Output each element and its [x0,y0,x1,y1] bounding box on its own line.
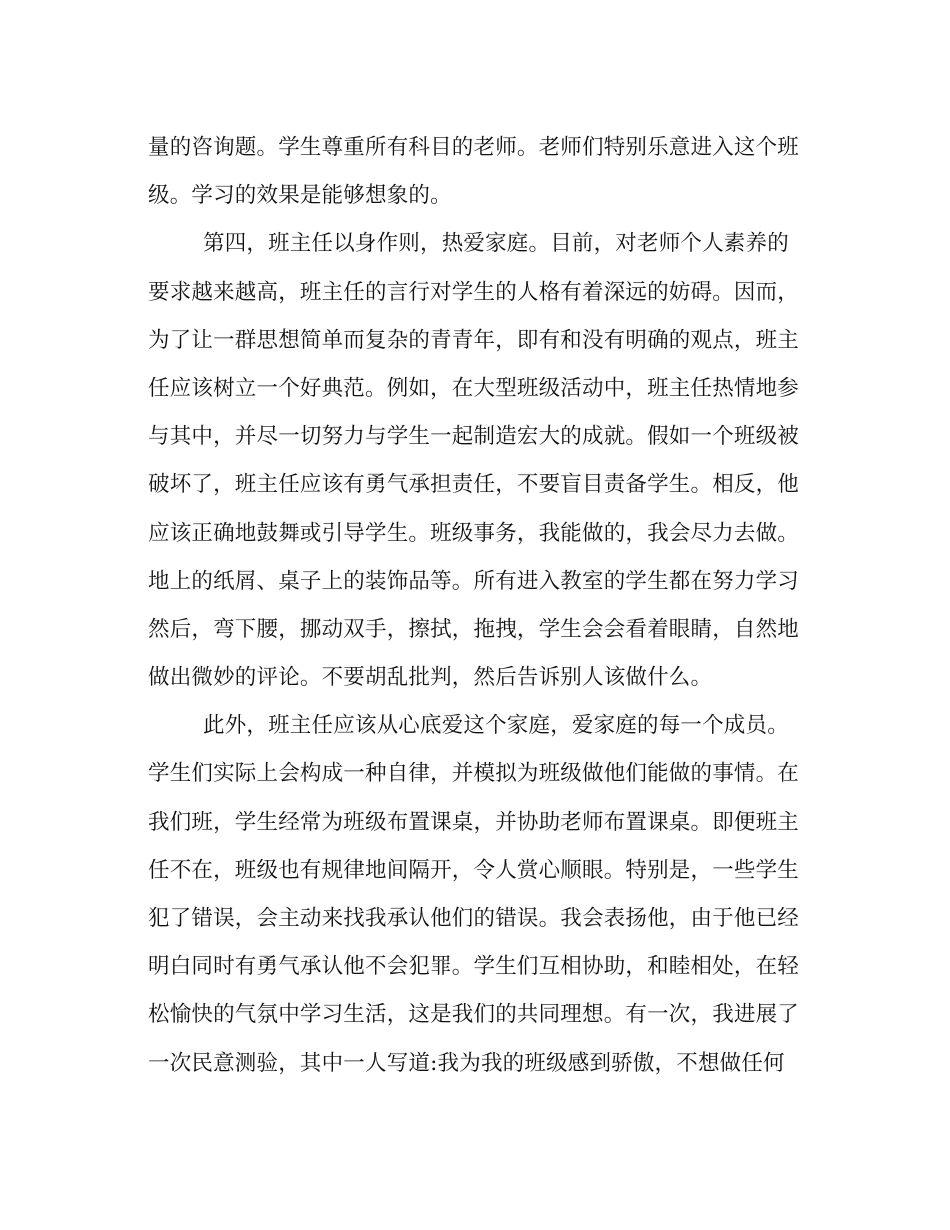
paragraph-start-line: 第四，班主任以身作则，热爱家庭。目前，对老师个人素养的 [203,231,789,257]
text-line: 学生们实际上会构成一种自律，并模拟为班级做他们能做的事情。在 [148,761,800,787]
paragraph-start-line: 此外，班主任应该从心底爱这个家庭，爱家庭的每一个成员。 [203,713,789,739]
text-line: 任不在，班级也有规律地间隔开，令人赏心顺眼。特别是，一些学生 [148,857,800,883]
body-text [148,124,808,1088]
text-line: 要求越来越高，班主任的言行对学生的人格有着深远的妨碍。因而， [148,279,800,305]
text-line: 犯了错误，会主动来找我承认他们的错误。我会表扬他，由于他已经 [148,906,800,931]
text-line: 任应该树立一个好典范。例如，在大型班级活动中，班主任热情地参 [148,375,800,401]
text-line: 我们班，学生经常为班级布置课桌，并协助老师布置课桌。即便班主 [148,809,800,835]
text-line: 为了让一群思想简单而复杂的青青年，即有和没有明确的观点，班主 [148,327,800,353]
text-line: 与其中，并尽一切努力与学生一起制造宏大的成就。假如一个班级被 [148,424,800,450]
text-line: 做出微妙的评论。不要胡乱批判，然后告诉别人该做什么。 [148,665,713,691]
text-line: 然后，弯下腰，挪动双手，擦拭，拖拽，学生会会看着眼睛，自然地 [148,616,800,642]
text-line: 破坏了，班主任应该有勇气承担责任，不要盲目责备学生。相反，他 [148,472,800,498]
text-line: 量的咨询题。学生尊重所有科目的老师。老师们特别乐意进入这个班 [148,135,800,160]
text-line: 明白同时有勇气承认他不会犯罪。学生们互相协助，和睦相处，在轻 [148,954,800,980]
text-line: 松愉快的气氛中学习生活，这是我们的共同理想。有一次，我进展了 [148,1002,800,1028]
text-line: 地上的纸屑、桌子上的装饰品等。所有进入教室的学生都在努力学习 [148,568,800,594]
text-line: 应该正确地鼓舞或引导学生。班级事务，我能做的，我会尽力去做。 [148,520,800,546]
text-line: 一次民意测验，其中一人写道:我为我的班级感到骄傲，不想做任何 [148,1050,785,1076]
text-line: 级。学习的效果是能够想象的。 [148,183,452,209]
